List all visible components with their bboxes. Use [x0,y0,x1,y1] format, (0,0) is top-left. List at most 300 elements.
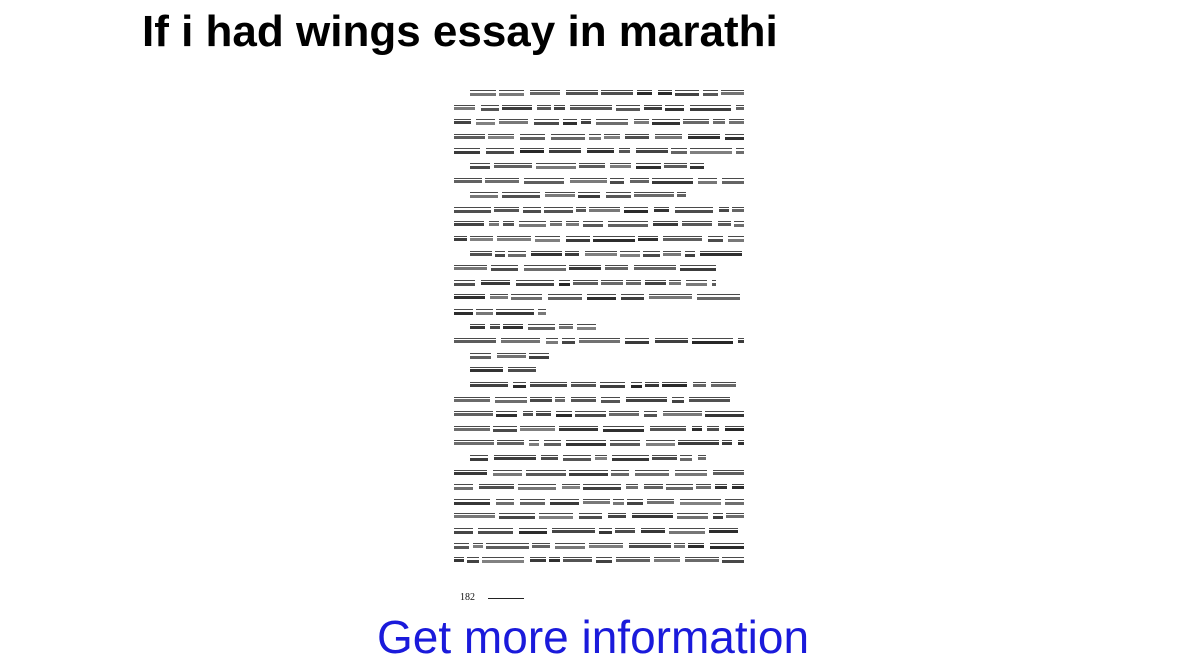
scan-text-stroke [577,327,596,330]
scan-text-stroke [653,223,678,226]
scan-headline-stroke [636,163,661,164]
scan-text-stroke [454,515,495,518]
scan-headline-stroke [637,90,652,91]
scanned-essay-page-image [452,86,750,606]
scan-headline-stroke [454,280,475,281]
scan-headline-stroke [652,178,693,179]
scan-text-stroke [587,150,614,153]
scan-headline-stroke [713,513,723,514]
scan-text-stroke [566,443,606,446]
scan-headline-stroke [454,207,491,208]
scan-text-stroke [552,530,595,533]
scan-headline-stroke [454,528,473,529]
scan-text-stroke [690,151,732,154]
scan-headline-stroke [620,251,640,252]
scan-headline-stroke [530,382,567,383]
scan-text-stroke [700,253,742,256]
scan-headline-stroke [556,411,572,412]
scan-headline-stroke [537,105,551,106]
scan-headline-stroke [736,148,744,149]
scan-headline-stroke [736,105,744,106]
scan-text-stroke [605,267,628,270]
scan-headline-stroke [587,148,614,149]
scan-text-stroke [497,238,531,241]
scan-text-stroke [531,253,562,256]
scan-headline-stroke [689,397,730,398]
scan-headline-stroke [634,119,649,120]
get-more-information-link[interactable]: Get more information [377,611,810,663]
scan-text-stroke [470,93,496,96]
scan-headline-stroke [606,192,631,193]
scan-headline-stroke [632,513,673,514]
scan-text-stroke [662,384,687,387]
scan-text-stroke [454,107,475,110]
scan-text-stroke [725,137,744,140]
scan-headline-stroke [531,251,562,252]
scan-headline-stroke [680,499,721,500]
scan-headline-stroke [711,382,736,383]
scan-text-stroke [713,472,744,475]
scan-headline-stroke [454,426,490,427]
scan-text-stroke [663,253,681,256]
scan-headline-stroke [725,499,744,500]
scan-headline-stroke [562,338,575,339]
scan-text-stroke [634,267,676,270]
scan-headline-stroke [470,251,492,252]
scan-text-stroke [454,312,473,315]
scan-headline-stroke [613,499,624,500]
scan-text-stroke [508,254,526,257]
scan-headline-stroke [663,411,702,412]
scan-text-stroke [565,253,579,256]
scan-headline-stroke [497,353,526,354]
scan-text-stroke [709,530,738,533]
scan-text-stroke [729,121,744,124]
scan-text-stroke [454,487,473,490]
scan-headline-stroke [690,163,704,164]
scan-headline-stroke [682,221,712,222]
scan-text-stroke [652,122,680,125]
scan-text-stroke [559,283,570,286]
scan-headline-stroke [497,440,524,441]
scan-text-stroke [476,122,495,125]
scan-text-stroke [608,515,626,518]
scan-text-stroke [725,428,744,431]
scan-text-stroke [722,560,744,563]
scan-headline-stroke [600,382,625,383]
scan-headline-stroke [605,265,628,266]
scan-headline-stroke [589,207,620,208]
scan-text-stroke [732,486,744,489]
scan-text-stroke [654,209,669,212]
scan-text-stroke [652,457,677,460]
scan-text-stroke [454,151,480,154]
scan-headline-stroke [608,513,626,514]
scan-headline-stroke [688,543,704,544]
scan-text-stroke [635,473,669,476]
scan-text-stroke [589,137,601,140]
scan-text-stroke [631,385,642,388]
scan-headline-stroke [636,148,668,149]
scan-text-stroke [539,516,573,519]
scan-headline-stroke [569,265,601,266]
scan-headline-stroke [454,484,473,485]
scan-headline-stroke [713,119,725,120]
scan-headline-stroke [454,397,490,398]
scan-headline-stroke [528,324,555,325]
scan-headline-stroke [565,251,579,252]
scan-headline-stroke [677,192,686,193]
scan-headline-stroke [562,484,580,485]
scan-text-stroke [669,531,705,534]
scan-text-stroke [595,457,607,460]
scan-headline-stroke [646,440,675,441]
scan-text-stroke [508,369,536,372]
scan-headline-stroke [555,543,585,544]
scan-text-stroke [470,356,491,359]
scan-headline-stroke [721,90,744,91]
scan-text-stroke [637,92,652,95]
scan-text-stroke [615,530,635,533]
scan-headline-stroke [499,513,535,514]
scan-text-stroke [473,545,483,548]
scan-headline-stroke [479,484,514,485]
scan-text-stroke [481,282,510,285]
scan-headline-stroke [734,221,744,222]
scan-headline-stroke [645,280,666,281]
scan-headline-stroke [496,499,514,500]
scan-text-stroke [478,531,513,534]
scan-headline-stroke [609,411,639,412]
scan-headline-stroke [718,221,731,222]
scan-text-stroke [562,341,575,344]
scan-text-stroke [520,428,555,431]
scan-headline-stroke [579,513,602,514]
scan-headline-stroke [672,397,684,398]
scan-headline-stroke [583,484,621,485]
scan-text-stroke [641,530,665,533]
scan-text-stroke [671,151,687,154]
scan-headline-stroke [544,440,561,441]
scan-headline-stroke [579,163,605,164]
scan-headline-stroke [536,163,576,164]
scan-headline-stroke [669,528,705,529]
scan-text-stroke [499,93,524,96]
scan-text-stroke [518,487,556,490]
scan-text-stroke [454,238,467,241]
scan-text-stroke [736,107,744,110]
scan-headline-stroke [645,382,659,383]
scan-headline-stroke [610,440,640,441]
scan-headline-stroke [738,338,744,339]
scan-headline-stroke [698,455,706,456]
scan-headline-stroke [713,470,744,471]
scan-text-stroke [485,180,519,183]
scan-text-stroke [697,297,740,300]
scan-headline-stroke [494,207,519,208]
scan-text-stroke [725,502,744,505]
scan-text-stroke [601,400,620,403]
scan-headline-stroke [722,557,744,558]
scan-headline-stroke [454,221,484,222]
scan-text-stroke [663,238,702,241]
scan-text-stroke [496,312,534,315]
scan-headline-stroke [519,221,546,222]
scan-text-stroke [626,486,638,489]
scan-headline-stroke [499,119,528,120]
scan-text-stroke [454,559,464,562]
scan-headline-stroke [569,470,608,471]
scan-text-stroke [497,442,524,445]
scan-headline-stroke [511,294,542,295]
scan-headline-stroke [708,236,723,237]
scan-text-stroke [688,545,704,548]
scan-text-stroke [496,414,517,417]
scan-headline-stroke [539,513,573,514]
scan-headline-stroke [570,178,607,179]
scan-text-stroke [491,268,518,271]
scan-text-stroke [494,165,532,168]
scan-text-stroke [634,194,674,197]
scan-text-stroke [511,297,542,300]
scan-text-stroke [645,384,659,387]
scan-text-stroke [454,223,484,226]
scan-headline-stroke [481,105,499,106]
scan-text-stroke [721,92,744,95]
scan-headline-stroke [508,251,526,252]
scan-headline-stroke [678,440,719,441]
scan-text-stroke [559,428,598,431]
scan-headline-stroke [603,426,644,427]
scan-text-stroke [513,385,526,388]
scan-headline-stroke [493,470,522,471]
scan-text-stroke [467,560,479,563]
scan-text-stroke [555,546,585,549]
scan-headline-stroke [696,484,711,485]
scan-headline-stroke [571,397,596,398]
scan-text-stroke [529,443,539,446]
scan-text-stroke [585,253,617,256]
scan-headline-stroke [583,221,603,222]
scan-headline-stroke [615,528,635,529]
scan-text-stroke [738,442,744,445]
scan-headline-stroke [541,455,558,456]
scan-headline-stroke [470,324,485,325]
scan-text-stroke [692,428,702,431]
scan-headline-stroke [530,557,546,558]
scan-text-stroke [712,283,716,286]
scan-headline-stroke [559,280,570,281]
scan-headline-stroke [520,426,555,427]
scan-text-stroke [672,400,684,403]
scan-headline-stroke [563,557,592,558]
scan-headline-stroke [725,134,744,135]
scan-text-stroke [545,194,575,197]
scan-headline-stroke [563,455,591,456]
scan-headline-stroke [486,148,514,149]
scan-headline-stroke [722,178,744,179]
scan-text-stroke [587,297,616,300]
scan-text-stroke [593,239,635,242]
scan-headline-stroke [658,90,672,91]
scan-headline-stroke [513,382,526,383]
scan-text-stroke [541,457,558,460]
scan-headline-stroke [530,397,552,398]
scan-text-stroke [708,239,723,242]
scan-text-stroke [499,121,528,124]
scan-headline-stroke [732,484,744,485]
scan-headline-stroke [490,294,508,295]
scan-text-stroke [589,545,623,548]
scan-text-stroke [563,559,592,562]
scan-text-stroke [610,181,624,184]
scan-text-stroke [501,340,540,343]
scan-headline-stroke [454,178,482,179]
scan-headline-stroke [536,411,551,412]
scan-text-stroke [696,486,711,489]
scan-headline-stroke [587,294,616,295]
scan-headline-stroke [722,440,732,441]
scan-headline-stroke [715,484,727,485]
scan-text-stroke [638,238,658,241]
scan-text-stroke [606,195,631,198]
scan-text-stroke [495,254,505,257]
scan-headline-stroke [610,163,631,164]
scan-text-stroke [566,239,590,242]
scan-text-stroke [559,326,573,329]
scan-headline-stroke [494,455,536,456]
scan-headline-stroke [719,207,729,208]
scan-text-stroke [520,137,545,140]
scan-text-stroke [570,180,607,183]
scan-text-stroke [738,340,744,343]
scan-text-stroke [705,414,744,417]
scan-text-stroke [490,296,508,299]
scan-text-stroke [520,150,544,153]
scan-text-stroke [692,341,733,344]
scan-headline-stroke [595,455,607,456]
scan-headline-stroke [654,207,669,208]
scan-text-stroke [551,137,585,140]
scan-headline-stroke [631,382,642,383]
scan-text-stroke [608,224,648,227]
scan-text-stroke [571,384,596,387]
scan-text-stroke [728,239,744,242]
scan-headline-stroke [523,207,541,208]
scan-headline-stroke [544,207,573,208]
scan-headline-stroke [666,484,693,485]
scan-headline-stroke [454,499,490,500]
scan-text-stroke [621,297,644,300]
scan-text-stroke [616,559,650,562]
scan-headline-stroke [454,411,493,412]
scan-headline-stroke [644,484,663,485]
scan-text-stroke [502,195,540,198]
scan-text-stroke [599,531,612,534]
scan-text-stroke [490,326,500,329]
scan-text-stroke [454,121,471,124]
scan-text-stroke [550,223,562,226]
scan-headline-stroke [470,236,493,237]
scan-headline-stroke [738,440,744,441]
scan-text-stroke [711,384,736,387]
scan-text-stroke [646,443,675,446]
scan-text-stroke [677,194,686,197]
scan-headline-stroke [488,134,514,135]
scan-text-stroke [524,268,566,271]
scan-text-stroke [454,442,494,445]
scan-text-stroke [650,428,686,431]
scan-text-stroke [519,224,546,227]
scan-headline-stroke [486,543,529,544]
scan-text-stroke [690,166,704,169]
scan-headline-stroke [596,119,628,120]
scan-headline-stroke [688,134,720,135]
scan-headline-stroke [692,338,733,339]
scan-text-stroke [470,166,490,169]
scan-text-stroke [494,209,519,212]
scan-headline-stroke [625,338,649,339]
scan-headline-stroke [604,134,620,135]
scan-headline-stroke [685,557,719,558]
scan-headline-stroke [520,499,545,500]
scan-text-stroke [476,312,493,315]
scan-headline-stroke [626,484,638,485]
scan-headline-stroke [663,236,702,237]
scan-headline-stroke [538,309,546,310]
scan-headline-stroke [703,90,718,91]
scan-text-stroke [536,413,551,416]
scan-text-stroke [713,516,723,519]
scan-text-stroke [544,443,561,446]
scan-headline-stroke [482,557,524,558]
scan-headline-stroke [495,397,527,398]
scan-headline-stroke [554,105,565,106]
scan-text-stroke [625,136,649,139]
scan-text-stroke [489,223,499,226]
scan-text-stroke [530,399,552,402]
scan-headline-stroke [627,499,643,500]
scan-headline-stroke [669,280,681,281]
scan-headline-stroke [709,528,738,529]
scan-headline-stroke [654,557,680,558]
scan-headline-stroke [643,251,660,252]
scan-page-number: 182 [460,592,475,603]
scan-text-stroke [566,223,579,226]
scan-headline-stroke [625,134,649,135]
scan-text-stroke [649,296,692,299]
scan-headline-stroke [634,192,674,193]
scan-text-stroke [549,150,581,153]
scan-text-stroke [536,166,576,169]
scan-headline-stroke [454,105,475,106]
scan-text-stroke [569,473,608,476]
scan-text-stroke [600,385,625,388]
scan-headline-stroke [550,221,562,222]
scan-text-stroke [528,327,555,330]
scan-headline-stroke [589,134,601,135]
scan-headline-stroke [601,280,623,281]
scan-headline-stroke [674,543,685,544]
scan-headline-stroke [675,90,699,91]
scan-text-stroke [663,413,702,416]
scan-text-stroke [719,209,729,212]
scan-text-stroke [569,267,601,270]
scan-headline-stroke [534,119,559,120]
scan-text-stroke [625,341,649,344]
scan-text-stroke [581,121,591,124]
scan-text-stroke [722,181,744,184]
